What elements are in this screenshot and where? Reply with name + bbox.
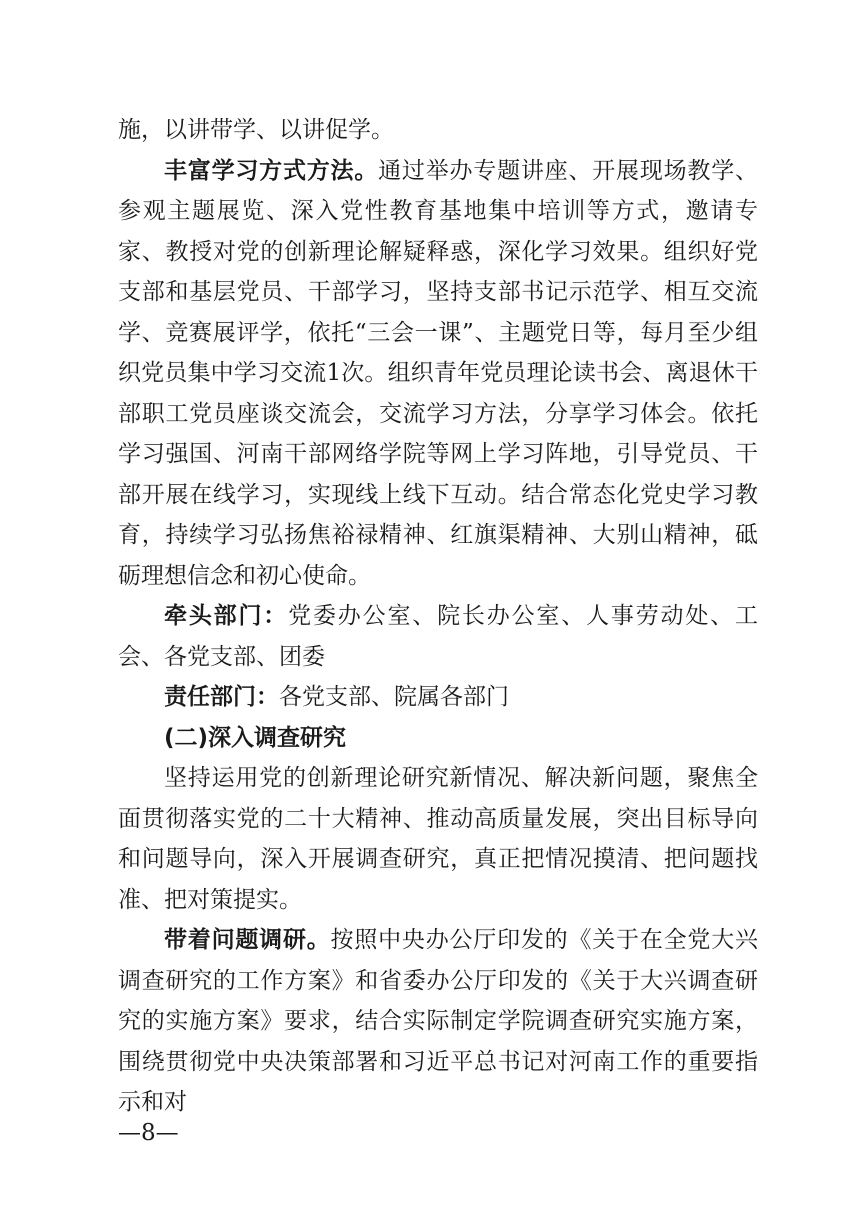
paragraph-text: 施，以讲带学、以讲促学。 [118, 117, 394, 143]
paragraph-text: 党委办公室、院长办公室、人事劳动处、工会、各党支部、团委 [118, 603, 759, 670]
paragraph-continuation [118, 110, 758, 151]
section-heading-text: (二)深入调查研究 [164, 724, 347, 751]
paragraph-text: 按照中央办公厅印发的《关于在全党大兴调查研究的工作方案》和省委办公厅印发的《关于大兴调查研究的实施方案》要求，结合实际制定学院调查研究实施方案，围绕贯彻党中央决策部署和习近平总书记对河南工作的重要指示和对 [118, 927, 759, 1115]
paragraph-responsible-departments [118, 677, 758, 718]
paragraph-lead: 牵头部门： [164, 602, 289, 629]
paragraph-lead: 丰富学习方式方法。 [164, 156, 379, 184]
paragraph-lead: 带着问题调研。 [164, 926, 331, 953]
paragraph-research-with-questions [118, 920, 758, 1123]
paragraph-text: 各党支部、院属各部门 [279, 684, 509, 710]
paragraph-learning-methods [118, 151, 758, 597]
paragraph-research-intro [118, 758, 758, 920]
paragraph-lead-departments [118, 596, 758, 677]
document-body [118, 110, 758, 1123]
section-heading [118, 718, 758, 759]
paragraph-lead: 责任部门： [164, 683, 279, 710]
paragraph-text: 坚持运用党的创新理论研究新情况、解决新问题，聚焦全面贯彻落实党的二十大精神、推动高质量发展，突出目标导向和问题导向，深入开展调查研究，真正把情况摸清、把问题找准、把对策提实。 [118, 765, 758, 913]
paragraph-text: 通过举办专题讲座、开展现场教学、参观主题展览、深入党性教育基地集中培训等方式，邀请专家、教授对党的创新理论解疑释惑，深化学习效果。组织好党支部和基层党员、干部学习，坚持支部书记示范学、相互交流学、竞赛展评学，依托“三会一课”、主题党日等，每月至少组织党员集中学习交流1次。组织青年党员理论读书会、离退休干部职工党员座谈交流会，交流学习方法，分享学习体会。依托学习强国、河南干部网络学院等网上学习阵地，引导党员、干部开展在线学习，实现线上线下互动。结合常态化党史学习教育，持续学习弘扬焦裕禄精神、红旗渠精神、大别山精神，砥砺理想信念和初心使命。 [118, 157, 759, 589]
page-number: —8— [118, 1120, 179, 1146]
